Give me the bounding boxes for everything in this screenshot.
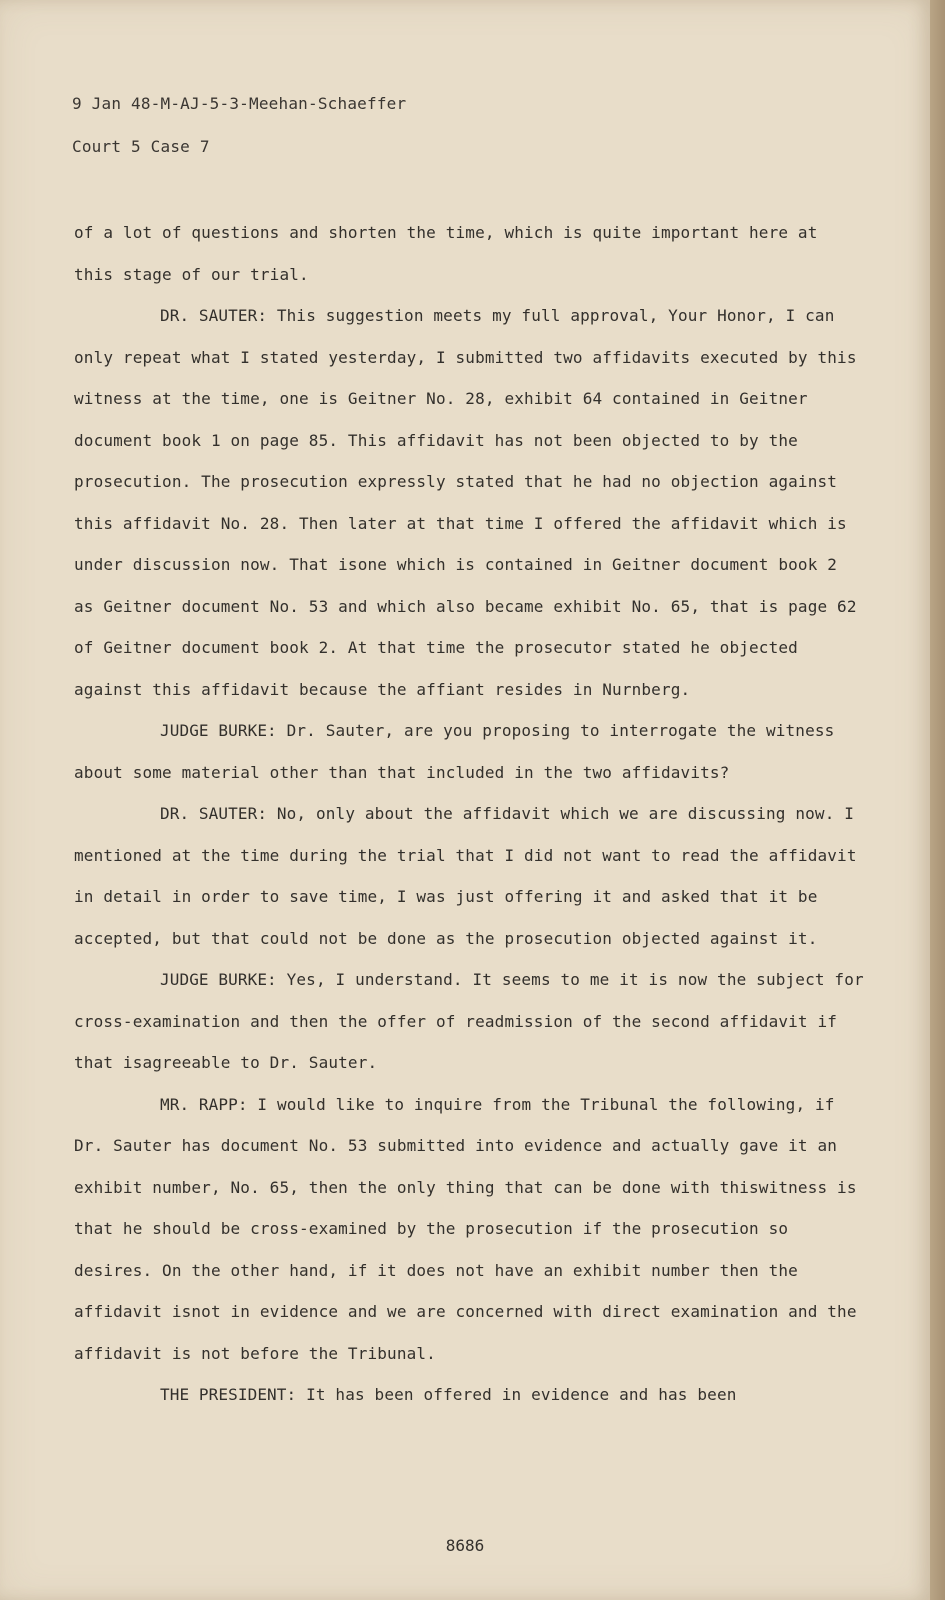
transcript-paragraph (74, 1084, 864, 1375)
document-reference: 9 Jan 48-M-AJ-5-3-Meehan-Schaeffer (72, 94, 407, 113)
speaker-label: DR. SAUTER: (160, 804, 268, 823)
transcript-paragraph (74, 793, 864, 959)
page-number: 8686 (445, 1536, 485, 1555)
court-case-line: Court 5 Case 7 (72, 137, 210, 156)
transcript-paragraph (74, 959, 864, 1084)
speaker-label: DR. SAUTER: (160, 306, 268, 325)
transcript-paragraph (74, 1374, 864, 1416)
paragraph-text: It has been offered in evidence and has been (306, 1385, 737, 1404)
transcript-body (74, 212, 864, 1416)
paragraph-text: Yes, I understand. It seems to me it is now the subject for cross-examination and then the offer of readmission of the second affidavit if that isagreeable to Dr. Sauter. (74, 970, 864, 1072)
transcript-paragraph (74, 710, 864, 793)
transcript-paragraph (74, 295, 864, 710)
page-edge (930, 0, 945, 1600)
speaker-label: JUDGE BURKE: (160, 970, 277, 989)
paragraph-text: No, only about the affidavit which we are discussing now. I mentioned at the time during the trial that I did not want to read the affidavit in detail in order to save time, I was just offering it and asked that it be accepted, but that could not be done as the prosecution objected against it. (74, 804, 857, 948)
paragraph-text: I would like to inquire from the Tribunal the following, if Dr. Sauter has document No. 53 submitted into evidence and actually gave it an exhibit number, No. 65, then the only thing that can be done with thiswitness is that he should be cross-examined by the prosecution if the prosecution so desires. On the other hand, if it does not have an exhibit number then the affidavit isnot in evidence and we are concerned with direct examination and the affidavit is not before the Tribunal. (74, 1094, 857, 1363)
speaker-label: MR. RAPP: (160, 1094, 248, 1114)
transcript-paragraph (74, 212, 864, 295)
paragraph-text: of a lot of questions and shorten the time, which is quite important here at this stage of our trial. (74, 223, 818, 284)
speaker-label: JUDGE BURKE: (160, 721, 277, 740)
paragraph-text: This suggestion meets my full approval, Your Honor, I can only repeat what I stated yesterday, I submitted two affidavits executed by this witness at the time, one is Geitner No. 28, exhibit 64 contained in Geitner document book 1 on page 85. This affidavit has not been objected to by the prosecution. The prosecution expressly stated that he had no objection against this affidavit No. 28. Then later at that time I offered the affidavit which is under discussion now. That isone which is contained in Geitner document book 2 as Geitner document No. 53 and which also became exhibit No. 65, that is page 62 of Geitner document book 2. At that time the prosecutor stated he objected against this affidavit because the affiant resides in Nurnberg. (74, 306, 857, 699)
speaker-label: THE PRESIDENT: (160, 1385, 297, 1404)
paragraph-text: Dr. Sauter, are you proposing to interrogate the witness about some material other than that included in the two affidavits? (74, 721, 835, 782)
